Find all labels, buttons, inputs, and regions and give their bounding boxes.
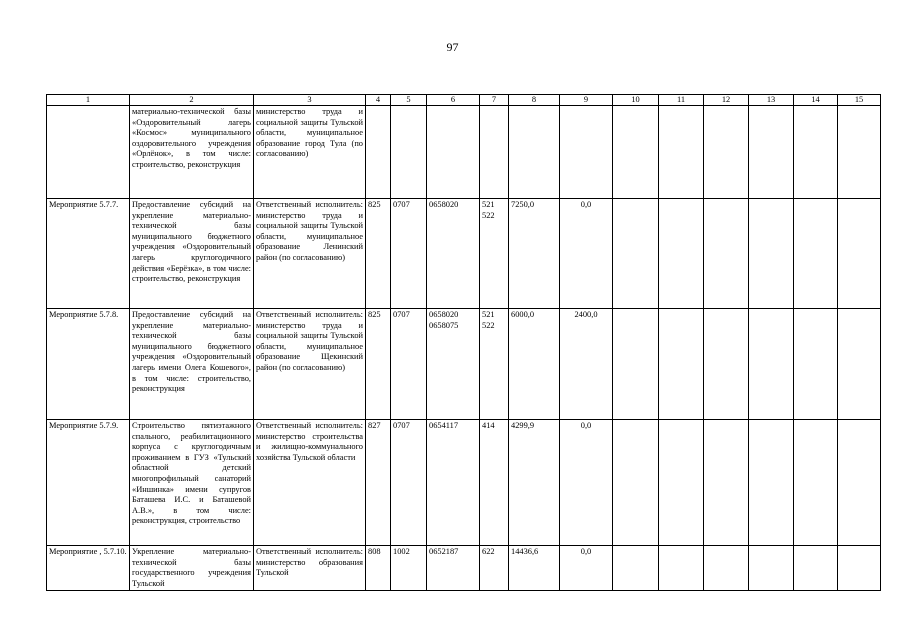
column-header: 1 [47,95,130,106]
empty-cell [838,106,881,199]
column-header: 14 [794,95,838,106]
empty-cell [704,420,749,546]
empty-cell [749,106,794,199]
empty-cell [749,546,794,591]
target-article-cell [427,199,480,309]
section-code-cell: 0707 [391,199,427,309]
empty-cell [838,309,881,420]
event-id-cell: Мероприятие 5.7.9. [47,420,130,546]
executor-cell: министерство труда и социальной защиты Тульской области, муниципальное образование город Тула (по согласованию) [254,106,366,199]
empty-cell [704,106,749,199]
column-header: 7 [480,95,509,106]
event-id-cell: Мероприятие 5.7.8. [47,309,130,420]
amount-cell: 0,0 [560,546,613,591]
expense-type-cell [480,199,509,309]
event-description-cell: Предоставление субсидий на укрепление материально-технической базы муниципального бюджетного учреждения «Оздоровительный лагерь имени Олега Кошевого», в том числе: строительство, реконструкция [130,309,254,420]
empty-cell [838,420,881,546]
target-article-code: 0658020 [429,200,459,209]
event-id-cell: Мероприятие , 5.7.10. [47,546,130,591]
expense-type-cell [480,106,509,199]
empty-cell [749,199,794,309]
column-header: 2 [130,95,254,106]
empty-cell [613,546,659,591]
column-header: 15 [838,95,881,106]
target-article-code: 0652187 [429,547,459,556]
event-description-cell: Предоставление субсидий на укрепление материально-технической базы муниципального бюджетного учреждения «Оздоровительный лагерь круглогодичного действия «Берёзка», в том числе: строительство, реконструкция [130,199,254,309]
department-code-cell: 825 [366,309,391,420]
target-article-cell [427,309,480,420]
column-header: 3 [254,95,366,106]
budget-table [46,94,881,591]
empty-cell [659,199,704,309]
table-row [47,420,881,546]
empty-cell [613,420,659,546]
executor-cell: Ответственный исполнитель: министерство строительства и жилищно-коммунального хозяйства Тульской области [254,420,366,546]
target-article-cell [427,420,480,546]
column-header: 5 [391,95,427,106]
event-description-cell: Строительство пятиэтажного спального, реабилитационного корпуса с круглогодичным проживанием в ГУЗ «Тульский областной детский многопрофильный санаторий «Иншинка» имени супругов Баташева И.С. и Баташевой А.В.», в том числе: реконструкция, строительство [130,420,254,546]
target-article-code: 0658020 [429,310,459,319]
empty-cell [659,106,704,199]
amount-cell: 6000,0 [509,309,560,420]
expense-type-code: 522 [482,210,495,220]
expense-type-code: 521 [482,200,495,209]
amount-cell: 0,0 [560,199,613,309]
empty-cell [794,106,838,199]
department-code-cell: 827 [366,420,391,546]
expense-type-code: 414 [482,421,495,430]
department-code-cell: 808 [366,546,391,591]
column-header: 8 [509,95,560,106]
department-code-cell: 825 [366,199,391,309]
column-header: 12 [704,95,749,106]
section-code-cell: 0707 [391,420,427,546]
amount-cell: 7250,0 [509,199,560,309]
event-description-cell: Укрепление материально-технической базы государственного учреждения Тульской [130,546,254,591]
empty-cell [749,420,794,546]
event-description-cell: материально-технической базы «Оздоровительный лагерь «Космос» муниципального оздоровительного учреждения «Орлёнок», в том числе: строительство, реконструкция [130,106,254,199]
empty-cell [613,309,659,420]
column-header: 13 [749,95,794,106]
amount-cell: 0,0 [560,420,613,546]
empty-cell [704,546,749,591]
empty-cell [659,309,704,420]
target-article-code: 0658075 [429,320,459,330]
expense-type-cell [480,420,509,546]
amount-cell [560,106,613,199]
amount-cell: 2400,0 [560,309,613,420]
empty-cell [794,546,838,591]
section-code-cell: 1002 [391,546,427,591]
department-code-cell [366,106,391,199]
table-body [47,95,881,591]
target-article-cell [427,106,480,199]
empty-cell [659,546,704,591]
amount-cell: 14436,6 [509,546,560,591]
table-row [47,309,881,420]
empty-cell [613,199,659,309]
expense-type-cell [480,546,509,591]
column-header: 4 [366,95,391,106]
column-header: 9 [560,95,613,106]
empty-cell [704,199,749,309]
executor-cell: Ответственный исполнитель: министерство труда и социальной защиты Тульской области, муниципальное образование Щекинский район (по согласованию) [254,309,366,420]
empty-cell [659,420,704,546]
event-id-cell: Мероприятие 5.7.7. [47,199,130,309]
expense-type-code: 622 [482,547,495,556]
header-row [47,95,881,106]
table-row [47,106,881,199]
target-article-cell [427,546,480,591]
expense-type-cell [480,309,509,420]
column-header: 6 [427,95,480,106]
target-article-code: 0654117 [429,421,459,430]
column-header: 11 [659,95,704,106]
amount-cell [509,106,560,199]
empty-cell [613,106,659,199]
section-code-cell: 0707 [391,309,427,420]
empty-cell [704,309,749,420]
empty-cell [749,309,794,420]
empty-cell [838,199,881,309]
expense-type-code: 521 [482,310,495,319]
empty-cell [838,546,881,591]
expense-type-code: 522 [482,320,495,330]
empty-cell [794,199,838,309]
amount-cell: 4299,9 [509,420,560,546]
empty-cell [794,420,838,546]
empty-cell [794,309,838,420]
page-number: 97 [446,40,459,54]
table-row [47,199,881,309]
table-row [47,546,881,591]
section-code-cell [391,106,427,199]
column-header: 10 [613,95,659,106]
event-id-cell [47,106,130,199]
executor-cell: Ответственный исполнитель: министерство образования Тульской [254,546,366,591]
executor-cell: Ответственный исполнитель: министерство труда и социальной защиты Тульской области, муниципальное образование Ленинский район (по согласованию) [254,199,366,309]
